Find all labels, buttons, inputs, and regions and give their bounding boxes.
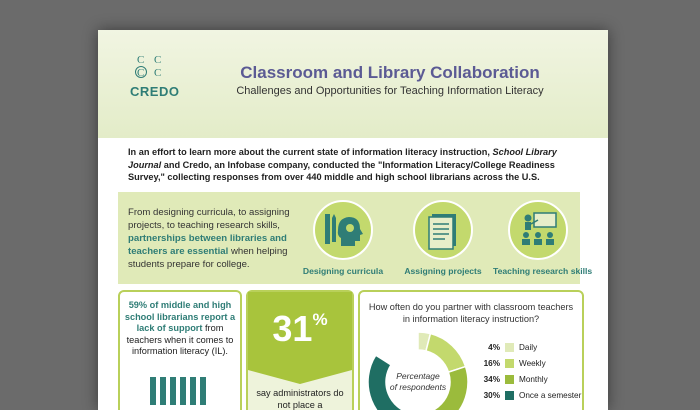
stat-arrow-shape (248, 370, 352, 384)
step-circle (313, 200, 373, 260)
big-number: 31 (272, 308, 313, 349)
bar-shape (180, 377, 186, 405)
legend-value: 30% (483, 390, 500, 400)
donut-center-label-line-2: of respondents (389, 382, 447, 392)
page-subtitle: Challenges and Opportunities for Teaching Information Literacy (236, 85, 544, 97)
intro-text-1: In an effort to learn more about the current state of information literacy instruction, (128, 147, 493, 157)
intro-paragraph (128, 146, 580, 184)
bar-shape (160, 377, 166, 405)
legend-label: Monthly (519, 374, 548, 384)
partner-frequency-chart-card (358, 290, 584, 410)
legend-label: Once a semester (519, 390, 582, 400)
step-label: Teaching research skills (493, 266, 593, 276)
partnership-text-2: when helping students prepare for college. (128, 246, 288, 270)
step-circle (413, 200, 473, 260)
page-title: Classroom and Library Collaboration (240, 63, 540, 82)
credo-logo (128, 52, 182, 99)
partnership-text (128, 206, 293, 271)
logo-letter-1: C (137, 54, 145, 66)
big-percentage (248, 308, 352, 350)
stat-card-administrators (246, 290, 354, 410)
presentation-audience-icon (518, 210, 558, 250)
stat-card-lack-of-support (118, 290, 242, 410)
stat-bold-text: 59% of middle and high school librarians report a lack of support (124, 300, 236, 333)
logo-letter-3: C (137, 67, 145, 79)
document-icon (423, 210, 463, 250)
chart-question: How often do you partner with classroom teachers in information literacy instruction? (368, 302, 574, 324)
step-circle (508, 200, 568, 260)
partnership-panel (118, 192, 593, 284)
legend-swatch (505, 359, 514, 368)
bar-shape (190, 377, 196, 405)
step-label: Designing curricula (302, 266, 384, 276)
logo-wordmark: CREDO (130, 84, 180, 99)
legend-swatch (505, 375, 514, 384)
stat-rest-text: from teachers when it comes to information literacy (IL). (126, 323, 234, 356)
legend-value: 4% (488, 342, 500, 352)
step-teaching-research-skills (493, 200, 593, 276)
bars-icon (150, 377, 210, 410)
logo-letter-2: C (154, 54, 162, 66)
logo-letter-4: C (154, 67, 162, 79)
legend-label: Weekly (519, 358, 546, 368)
donut-center-label-line-1: Percentage (396, 371, 440, 381)
legend-value: 16% (483, 358, 500, 368)
big-unit: % (312, 310, 328, 329)
step-designing-curricula (298, 200, 388, 276)
head-ruler-pencil-icon (323, 210, 363, 250)
infographic-page (98, 30, 608, 410)
stat-text: say administrators do not place a (256, 388, 344, 410)
legend-item (478, 387, 581, 403)
stat-text (124, 300, 236, 358)
legend-value: 34% (483, 374, 500, 384)
donut-chart (366, 330, 470, 410)
step-assigning-projects (398, 200, 488, 276)
intro-journal-name: School Library Journal (128, 147, 557, 170)
partnership-text-1: From designing curricula, to assigning projects, to teaching research skills, (128, 207, 290, 231)
legend-item (478, 355, 581, 371)
intro-text-2: and Credo, an Infobase company, conducted the "Information Literacy/College Readiness Survey," collecting responses from over 440 middle and high school librarians across the U.S. (128, 159, 555, 182)
legend-item (478, 339, 581, 355)
bar-shape (150, 377, 156, 405)
donut-slice-weekly (426, 334, 466, 373)
legend-swatch (505, 343, 514, 352)
header (98, 30, 608, 138)
legend-label: Daily (519, 342, 538, 352)
partnership-emphasis: partnerships between libraries and teachers are essential (128, 233, 287, 257)
step-label: Assigning projects (404, 266, 482, 276)
bar-shape (200, 377, 206, 405)
bar-shape (170, 377, 176, 405)
legend-swatch (505, 391, 514, 400)
credo-logo-mark-icon (132, 52, 172, 80)
legend-item (478, 371, 581, 387)
chart-legend (478, 339, 581, 403)
